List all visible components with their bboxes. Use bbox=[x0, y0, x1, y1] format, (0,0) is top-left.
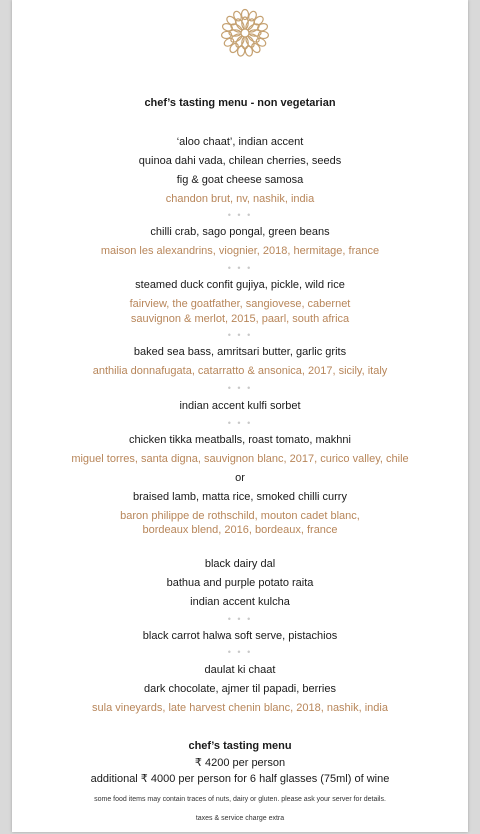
dish-duck-gujiya: steamed duck confit gujiya, pickle, wild rice bbox=[135, 279, 345, 291]
dish-dark-chocolate: dark chocolate, ajmer til papadi, berries bbox=[144, 683, 336, 695]
separator: • • • bbox=[227, 418, 253, 428]
wine-pairing-6: miguel torres, santa digna, sauvignon blanc, 2017, curico valley, chile bbox=[71, 453, 409, 465]
separator: • • • bbox=[227, 210, 253, 220]
allergy-note: some food items may contain traces of nuts, dairy or gluten. please ask your server for details. bbox=[94, 796, 386, 803]
dish-chilli-crab: chilli crab, sago pongal, green beans bbox=[150, 226, 330, 238]
taxes-note: taxes & service charge extra bbox=[195, 815, 285, 822]
dish-braised-lamb: braised lamb, matta rice, smoked chilli curry bbox=[133, 491, 347, 503]
separator: • • • bbox=[227, 383, 253, 393]
separator: • • • bbox=[227, 647, 253, 657]
dish-kulfi-sorbet: indian accent kulfi sorbet bbox=[179, 400, 301, 412]
footer-title: chef’s tasting menu bbox=[188, 740, 292, 752]
wine-pairing-3-line1: fairview, the goatfather, sangiovese, cabernet bbox=[129, 298, 351, 310]
dish-carrot-halwa: black carrot halwa soft serve, pistachios bbox=[142, 630, 338, 642]
wine-pairing-price: additional ₹ 4000 per person for 6 half glasses (75ml) of wine bbox=[90, 773, 390, 785]
wine-pairing-3-line2: sauvignon & merlot, 2015, paarl, south africa bbox=[130, 313, 350, 325]
wine-pairing-4: anthilia donnafugata, catarratto & ansonica, 2017, sicily, italy bbox=[92, 365, 388, 377]
dish-sea-bass: baked sea bass, amritsari butter, garlic grits bbox=[133, 346, 347, 358]
wine-pairing-7-line1: baron philippe de rothschild, mouton cadet blanc, bbox=[120, 510, 360, 522]
price: ₹ 4200 per person bbox=[194, 757, 286, 769]
dish-daulat-ki-chaat: daulat ki chaat bbox=[204, 664, 276, 676]
wine-pairing-2: maison les alexandrins, viognier, 2018, hermitage, france bbox=[100, 245, 380, 257]
lotus-flower-icon bbox=[220, 8, 270, 58]
menu-page bbox=[12, 0, 468, 832]
wine-pairing-10: sula vineyards, late harvest chenin blanc, 2018, nashik, india bbox=[92, 702, 388, 714]
menu-title: chef’s tasting menu - non vegetarian bbox=[144, 97, 336, 109]
dish-kulcha: indian accent kulcha bbox=[190, 596, 290, 608]
or-divider: or bbox=[235, 472, 245, 484]
separator: • • • bbox=[227, 330, 253, 340]
dish-chicken-tikka: chicken tikka meatballs, roast tomato, makhni bbox=[129, 434, 351, 446]
dish-fig-samosa: fig & goat cheese samosa bbox=[176, 174, 304, 186]
dish-black-dairy-dal: black dairy dal bbox=[204, 558, 276, 570]
separator: • • • bbox=[227, 263, 253, 273]
dish-bathua-raita: bathua and purple potato raita bbox=[166, 577, 314, 589]
wine-pairing-7-line2: bordeaux blend, 2016, bordeaux, france bbox=[142, 524, 338, 536]
dish-quinoa-dahi-vada: quinoa dahi vada, chilean cherries, seeds bbox=[138, 155, 342, 167]
separator: • • • bbox=[227, 614, 253, 624]
wine-pairing-1: chandon brut, nv, nashik, india bbox=[165, 193, 315, 205]
dish-aloo-chaat: ‘aloo chaat’, indian accent bbox=[176, 136, 304, 148]
